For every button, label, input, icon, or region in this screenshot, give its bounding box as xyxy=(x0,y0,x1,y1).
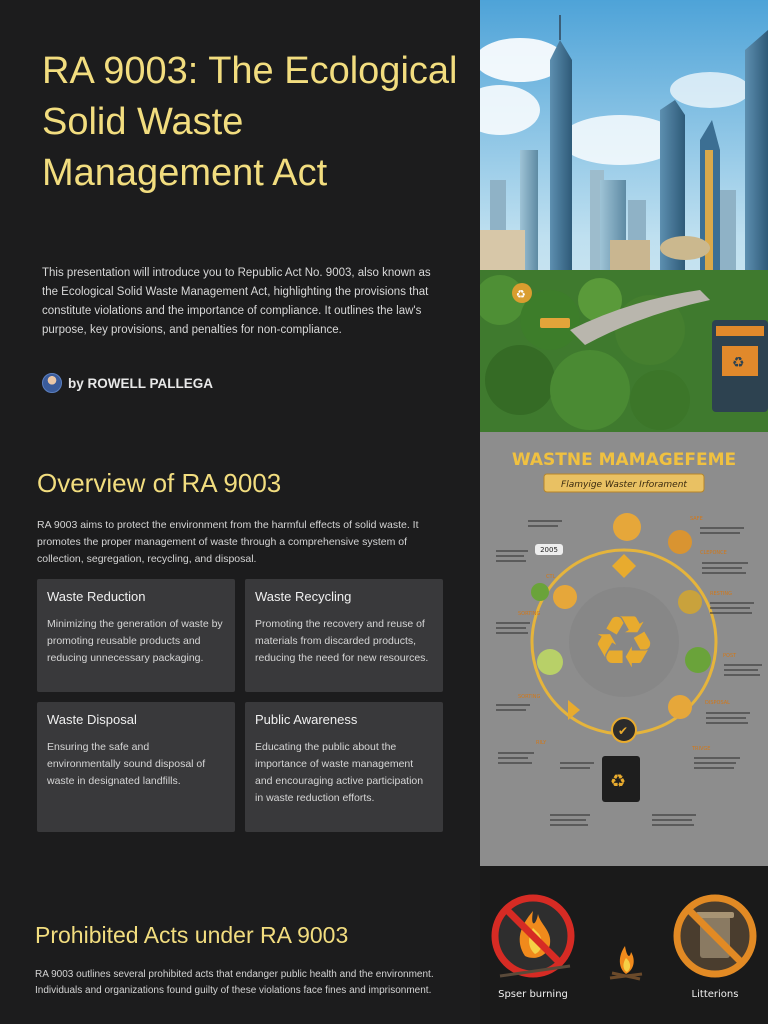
card-body: Promoting the recovery and reuse of materials from discarded products, reducing the need for new resources. xyxy=(255,618,429,664)
page-title: RA 9003: The Ecological Solid Waste Management Act xyxy=(42,50,458,194)
overview-description: RA 9003 aims to protect the environment from the harmful effects of solid waste. It promotes the proper management of waste through a comprehensive system of collection, segregation, recycling, and disposal. xyxy=(37,519,419,565)
svg-text:CTL: CTL xyxy=(546,574,556,580)
card-title: Waste Reduction xyxy=(47,589,146,604)
no-burning-caption: Spser burning xyxy=(498,989,568,1000)
slide-title xyxy=(0,0,768,432)
svg-text:♻: ♻ xyxy=(516,288,526,301)
svg-text:✔: ✔ xyxy=(618,724,629,738)
no-littering-icon xyxy=(677,898,753,974)
infographic-banner: Flamyige Waster Irforament xyxy=(561,480,687,490)
svg-text:♻: ♻ xyxy=(732,355,745,371)
card-body: Ensuring the safe and environmentally sound disposal of waste in designated landfills. xyxy=(47,741,206,787)
title-text-column xyxy=(0,0,480,432)
prohibited-description: RA 9003 outlines several prohibited acts that endanger public health and the environment. Individuals and organizations found guilty of these violations face fines and imprisonment. xyxy=(35,969,434,996)
prohibited-illustration xyxy=(480,866,768,1024)
svg-text:SAFE: SAFE xyxy=(690,516,703,522)
card-body: Minimizing the generation of waste by promoting reusable products and reducing unnecessary packaging. xyxy=(47,618,223,664)
recycle-icon: ♻ xyxy=(591,600,657,684)
svg-text:POST: POST xyxy=(723,653,737,659)
svg-text:RILY: RILY xyxy=(536,740,547,746)
card-title: Waste Disposal xyxy=(47,712,137,727)
svg-text:DISPOSAL: DISPOSAL xyxy=(705,700,730,706)
infographic-heading: WASTNE MAMAGEFEME xyxy=(511,450,737,470)
svg-text:RESTING: RESTING xyxy=(710,591,732,597)
prohibited-title: Prohibited Acts under RA 9003 xyxy=(35,922,349,948)
waste-infographic-image xyxy=(480,432,768,866)
card-body: Educating the public about the importance of waste management and encouraging active participation in waste reduction efforts. xyxy=(255,741,424,804)
prohibited-icons-image xyxy=(480,866,768,1024)
infographic-illustration xyxy=(480,432,768,866)
overview-title: Overview of RA 9003 xyxy=(37,468,282,498)
no-littering-caption: Litterions xyxy=(691,989,739,1000)
slide-prohibited-acts xyxy=(0,866,768,1024)
svg-text:CLEPONCE: CLEPONCE xyxy=(700,550,727,556)
no-burning-icon xyxy=(495,898,571,976)
card-title: Public Awareness xyxy=(255,712,358,727)
city-skyline-image xyxy=(480,0,768,432)
svg-text:♻: ♻ xyxy=(610,771,627,792)
infographic-year: 2005 xyxy=(540,546,558,554)
author-line xyxy=(42,373,213,393)
card-public-awareness xyxy=(245,702,443,832)
intro-paragraph: This presentation will introduce you to Republic Act No. 9003, also known as the Ecological Solid Waste Management Act, highlighting the provisions that constitute violations and the importance of compliance. It outlines the law's purpose, key provisions, and penalties for non-compliance. xyxy=(42,267,431,336)
card-waste-recycling xyxy=(245,579,443,692)
card-waste-reduction xyxy=(37,579,235,692)
svg-text:TRIVGE: TRIVGE xyxy=(692,746,711,752)
avatar xyxy=(42,373,62,393)
card-title: Waste Recycling xyxy=(255,589,352,604)
prohibited-text-column xyxy=(0,866,480,1024)
overview-text-column xyxy=(0,432,480,866)
svg-text:SORTING: SORTING xyxy=(518,694,541,700)
svg-text:SORTING: SORTING xyxy=(518,611,541,617)
city-illustration xyxy=(480,0,768,432)
author-name: by ROWELL PALLEGA xyxy=(68,375,213,391)
card-waste-disposal xyxy=(37,702,235,832)
slide-overview xyxy=(0,432,768,866)
